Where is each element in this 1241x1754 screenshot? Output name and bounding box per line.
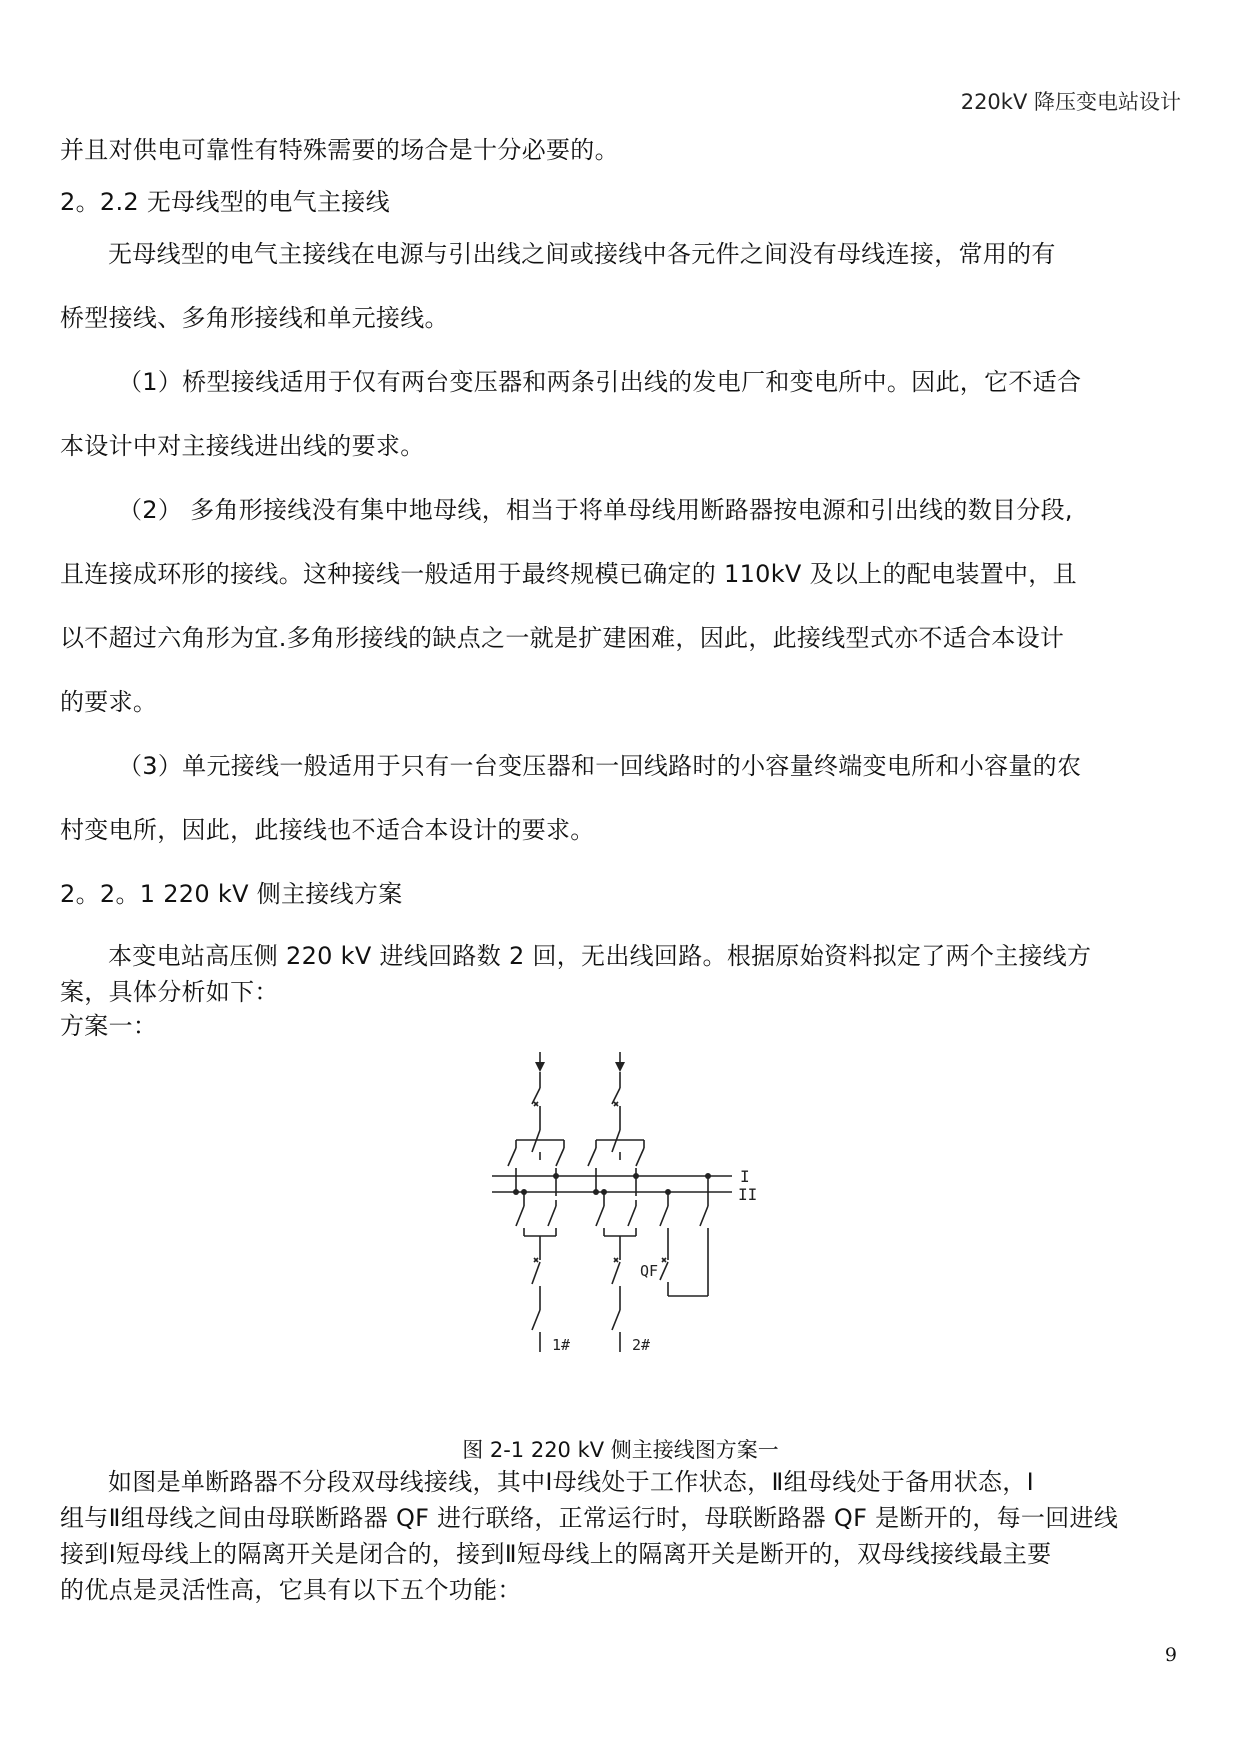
- paragraph-line: 本设计中对主接线进出线的要求。: [60, 432, 425, 460]
- feeder-2-label: 2#: [632, 1336, 651, 1354]
- paragraph-line: 桥型接线、多角形接线和单元接线。: [60, 304, 449, 332]
- feeder-1-label: 1#: [552, 1336, 571, 1354]
- paragraph-line: 案，具体分析如下：: [60, 978, 279, 1006]
- running-header: 220kV 降压变电站设计: [960, 90, 1181, 114]
- paragraph-line: 的要求。: [60, 688, 158, 716]
- section-heading-2-2-1: 2。2。1 220 kV 侧主接线方案: [60, 880, 403, 908]
- paragraph-line: 无母线型的电气主接线在电源与引出线之间或接线中各元件之间没有母线连接，常用的有: [108, 240, 1056, 268]
- paragraph-line: 组与Ⅱ组母线之间由母联断路器 QF 进行联络，正常运行时，母联断路器 QF 是断开的，每一回进线: [60, 1504, 1119, 1532]
- incoming-arrow-2: [615, 1052, 625, 1072]
- feeder-1-lower: [516, 1192, 556, 1352]
- figure-caption: 图 2-1 220 kV 侧主接线图方案一: [462, 1438, 779, 1462]
- paragraph-line: （1）桥型接线适用于仅有两台变压器和两条引出线的发电厂和变电所中。因此，它不适合: [118, 368, 1082, 396]
- paragraph-line: 并且对供电可靠性有特殊需要的场合是十分必要的。: [60, 136, 619, 164]
- paragraph-line: 本变电站高压侧 220 kV 进线回路数 2 回，无出线回路。根据原始资料拟定了两个主接线方: [108, 942, 1092, 970]
- main-wiring-diagram: [492, 1040, 792, 1400]
- busbar-1-label: I: [740, 1167, 750, 1186]
- paragraph-line: 且连接成环形的接线。这种接线一般适用于最终规模已确定的 110kV 及以上的配电装置中，且: [60, 560, 1077, 588]
- busbar-2-label: II: [738, 1185, 758, 1204]
- section-heading-2-2-2: 2。2.2 无母线型的电气主接线: [60, 188, 390, 216]
- feeder-2-lower: [596, 1192, 636, 1352]
- paragraph-line: （3）单元接线一般适用于只有一台变压器和一回线路时的小容量终端变电所和小容量的农: [118, 752, 1082, 780]
- paragraph-line: 的优点是灵活性高，它具有以下五个功能：: [60, 1576, 522, 1604]
- paragraph-line: 如图是单断路器不分段双母线接线，其中Ⅰ母线处于工作状态，Ⅱ组母线处于备用状态，Ⅰ: [108, 1468, 1034, 1496]
- paragraph-line: 方案一：: [60, 1012, 158, 1040]
- breaker-qf-label: QF: [640, 1262, 659, 1280]
- incoming-arrow-1: [535, 1052, 545, 1072]
- paragraph-line: 村变电所，因此，此接线也不适合本设计的要求。: [60, 816, 595, 844]
- paragraph-line: （2） 多角形接线没有集中地母线，相当于将单母线用断路器按电源和引出线的数目分段,: [118, 496, 1073, 524]
- paragraph-line: 以不超过六角形为宜.多角形接线的缺点之一就是扩建困难，因此，此接线型式亦不适合本设计: [60, 624, 1065, 652]
- page-number: 9: [1164, 1644, 1177, 1666]
- bus-coupler-qf: [660, 1176, 708, 1296]
- paragraph-line: 接到Ⅰ短母线上的隔离开关是闭合的，接到Ⅱ短母线上的隔离开关是断开的，双母线接线最主要: [60, 1540, 1052, 1568]
